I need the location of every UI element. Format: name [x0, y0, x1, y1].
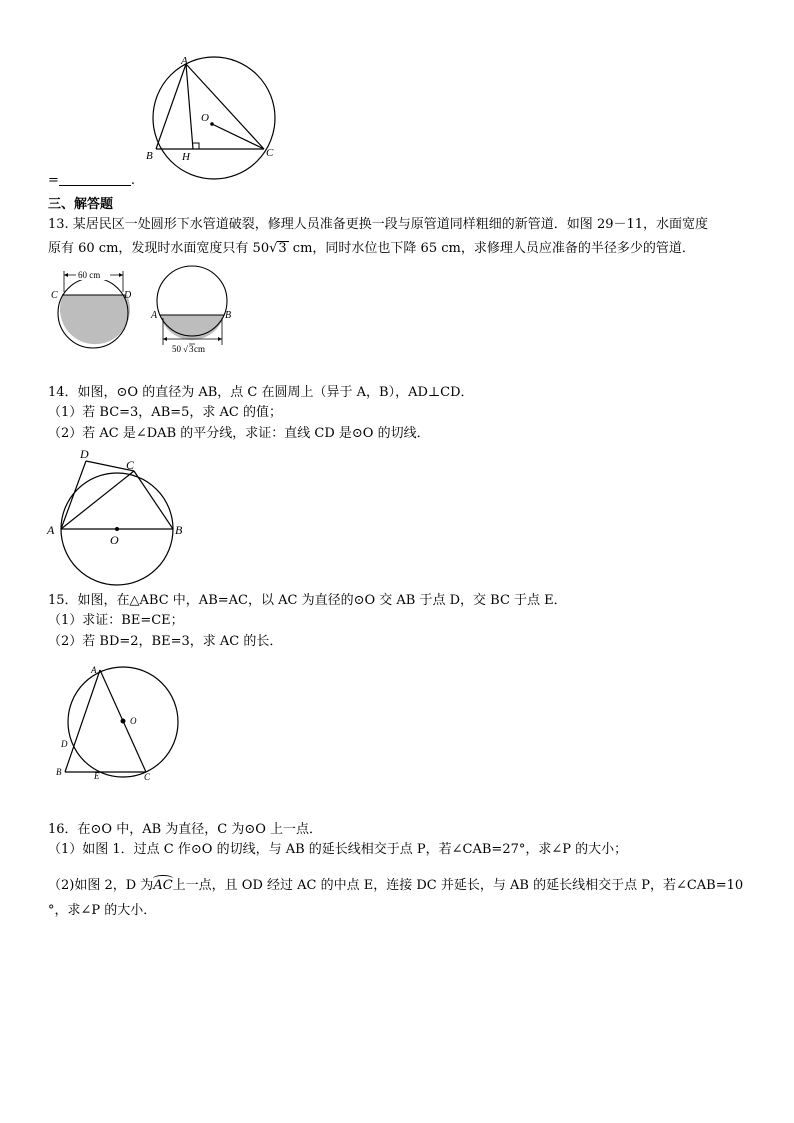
label-a: A — [91, 665, 97, 675]
label-c: C — [266, 147, 274, 159]
label-b: B — [225, 310, 232, 321]
label-o: O — [130, 716, 137, 726]
label-c: C — [51, 290, 58, 301]
label-c: C — [126, 458, 135, 472]
segment-ac — [186, 64, 264, 149]
q16-line4: °，求∠P 的大小． — [48, 903, 157, 918]
figure-circle-triangle — [140, 52, 280, 187]
equals-sign: = — [48, 173, 59, 188]
segment-ah — [186, 64, 193, 149]
center-point — [121, 719, 126, 724]
q14-line2: （1）若 BC=3，AB=5，求 AC 的值； — [48, 405, 283, 420]
segment-ab — [156, 64, 186, 149]
q15-line2: （1）求证：BE=CE； — [48, 613, 184, 628]
dim-sqrt-sign: √ — [183, 344, 188, 354]
q16-line1: 16．在⊙O 中，AB 为直径，C 为⊙O 上一点． — [48, 822, 323, 837]
label-o: O — [201, 112, 209, 124]
segment-oc — [212, 124, 264, 149]
figure-pipe-after — [148, 262, 238, 357]
q14-line1: 14．如图，⊙O 的直径为 AB，点 C 在圆周上（异于 A，B），AD⊥CD． — [48, 385, 474, 400]
label-b: B — [175, 523, 183, 537]
q14-line3: （2）若 AC 是∠DAB 的平分线，求证：直线 CD 是⊙O 的切线． — [48, 426, 430, 441]
circumcircle — [153, 57, 275, 179]
q13-line2-end: cm，同时水位也下降 65 cm，求修理人员应准备的半径多少的管道． — [288, 241, 695, 256]
label-h: H — [182, 151, 190, 163]
label-e: E — [94, 771, 100, 781]
q15-line1: 15．如图，在△ABC 中，AB=AC，以 AC 为直径的⊙O 交 AB 于点 D，交 BC 于点 E． — [48, 593, 567, 608]
figure-q15 — [50, 660, 185, 785]
label-b: B — [56, 767, 62, 777]
q13-line2-start: 原有 60 cm，发现时水面宽度只有 50 — [48, 241, 270, 256]
section-title: 三、解答题 — [48, 197, 114, 212]
q16-line3 — [48, 878, 743, 894]
water-region-before — [60, 295, 130, 344]
q13-line1: 13. 某居民区一处圆形下水管道破裂，修理人员准备更换一段与原管道同样粗细的新管道．如图 29－11，水面宽度 — [48, 217, 709, 232]
right-angle-mark — [193, 143, 199, 149]
q13-line2 — [48, 241, 695, 257]
figure-q14 — [40, 442, 200, 590]
q16-line3-end: 上一点，且 OD 经过 AC 的中点 E，连接 DC 并延长，与 AB 的延长线相交于点 P，若∠CAB=10 — [172, 878, 744, 893]
dim-label-50: 50 — [172, 344, 181, 354]
q16-line3-start: （2)如图 2，D 为 — [48, 878, 154, 893]
segment-cb — [134, 471, 173, 529]
blank-underline — [59, 173, 131, 186]
arc-ac: AC — [153, 878, 173, 893]
label-c: C — [144, 772, 151, 782]
dim-label-rad: 3 — [189, 344, 194, 354]
label-d: D — [61, 739, 68, 749]
label-a: A — [181, 55, 188, 67]
sqrt-radicand: 3 — [278, 241, 287, 256]
center-point — [210, 122, 214, 126]
dim-label-60: 60 cm — [78, 270, 101, 280]
q16-line2: （1）如图 1．过点 C 作⊙O 的切线，与 AB 的延长线相交于点 P，若∠CAB=27°，求∠P 的大小； — [48, 842, 628, 857]
sqrt-sign: √ — [269, 241, 278, 256]
label-d: D — [80, 447, 89, 461]
label-o: O — [110, 533, 119, 547]
figure-pipe-before — [50, 262, 135, 362]
label-a: A — [47, 523, 55, 537]
answer-blank-line — [48, 173, 135, 189]
label-a: A — [151, 310, 158, 321]
label-b: B — [146, 150, 153, 162]
period: . — [130, 173, 136, 188]
center-point — [115, 527, 119, 531]
q15-line3: （2）若 BD=2，BE=3，求 AC 的长． — [48, 634, 283, 649]
label-d: D — [124, 290, 132, 301]
dim-label-unit: cm — [194, 344, 205, 354]
